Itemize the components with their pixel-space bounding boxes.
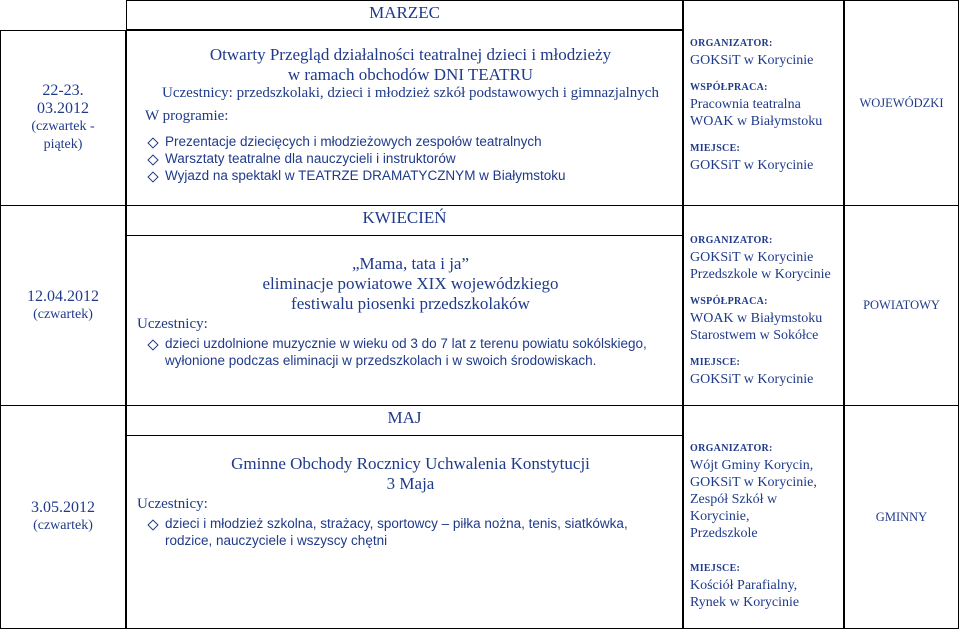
event-weekday: (czwartek - piątek) <box>31 119 95 152</box>
cooperation-item: Starostwem w Sokółce <box>690 328 819 343</box>
organizer-label: ORGANIZATOR: <box>690 235 773 246</box>
organizer-name: GOKSiT w Korycinie <box>690 250 814 265</box>
list-item: dzieci uzdolnione muzycznie w wieku od 3 do 7 lat z terenu powiatu sokólskiego, wyłonione podczas eliminacji w przedszkolach i w swoich środowiskach. <box>165 335 676 369</box>
list-item: dzieci i młodzież szkolna, strażacy, sportowcy – piłka nożna, tenis, siatkówka, rodzice, nauczyciele i wszyscy chętni <box>165 515 676 549</box>
cooperation-item: WOAK w Białymstoku <box>690 114 823 129</box>
month-header-april <box>126 206 683 236</box>
month-header-march <box>126 0 683 30</box>
month-label: KWIECIEŃ <box>362 208 447 227</box>
place-name: Rynek w Korycinie <box>690 595 800 610</box>
place-label: MIEJSCE: <box>690 563 741 574</box>
participants-list <box>145 515 676 549</box>
participants-text: Uczestnicy: przedszkolaki, dzieci i młodzież szkół podstawowych i gimnazjalnych <box>162 85 659 101</box>
event-title: Otwarty Przegląd działalności teatralnej dzieci i młodzieży <box>209 45 612 64</box>
organizer-name: Przedszkole w Korycinie <box>690 267 831 282</box>
place-name: Kościół Parafialny, <box>690 578 798 593</box>
month-label: MARZEC <box>369 3 440 22</box>
place-label: MIEJSCE: <box>690 357 741 368</box>
event-title: „Mama, tata i ja” <box>351 254 470 273</box>
participants-label: Uczestnicy: <box>137 316 208 332</box>
participants-list <box>145 335 676 369</box>
cooperation-label: WSPÓŁPRACA: <box>690 82 768 93</box>
cooperation-item: WOAK w Białymstoku <box>690 311 823 326</box>
place-name: GOKSiT w Korycinie <box>690 158 814 173</box>
organizer-name: Przedszkole <box>690 526 758 541</box>
organizer-label: ORGANIZATOR: <box>690 443 773 454</box>
level-cell <box>844 206 959 406</box>
organizer-cell <box>683 0 844 206</box>
program-list <box>145 133 676 184</box>
event-subtitle: w ramach obchodów DNI TEATRU <box>287 65 534 84</box>
month-header-may <box>126 406 683 436</box>
event-subtitle: eliminacje powiatowe XIX wojewódzkiego <box>262 274 559 293</box>
event-subtitle: 3 Maja <box>386 474 435 493</box>
event-subtitle: festiwalu piosenki przedszkolaków <box>291 294 530 313</box>
event-date: 22-23. 03.2012 <box>37 82 89 117</box>
organizer-cell <box>683 206 844 406</box>
event-date: 12.04.2012 <box>27 287 99 305</box>
event-description <box>126 236 683 406</box>
event-date: 3.05.2012 <box>31 499 95 516</box>
list-item: Prezentacje dziecięcych i młodzieżowych zespołów teatralnych <box>165 133 676 150</box>
event-weekday: (czwartek) <box>33 518 93 533</box>
list-item: Wyjazd na spektakl w TEATRZE DRAMATYCZNYM w Białymstoku <box>165 167 676 184</box>
organizer-name: Wójt Gminy Korycin, <box>690 458 814 473</box>
date-cell <box>0 206 126 406</box>
event-description <box>126 436 683 629</box>
event-level: GMINNY <box>875 509 928 524</box>
event-description <box>126 30 683 206</box>
month-label: MAJ <box>387 408 422 427</box>
event-title: Gminne Obchody Rocznicy Uchwalenia Konstytucji <box>231 454 590 473</box>
program-label: W programie: <box>145 108 229 124</box>
date-cell <box>0 406 126 629</box>
organizer-name: Korycinie, <box>690 509 750 524</box>
organizer-name: GOKSiT w Korycinie, <box>690 475 817 490</box>
place-name: GOKSiT w Korycinie <box>690 372 814 387</box>
place-label: MIEJSCE: <box>690 143 741 154</box>
organizer-name: Zespół Szkół w <box>690 492 778 507</box>
list-item: Warsztaty teatralne dla nauczycieli i instruktorów <box>165 150 676 167</box>
organizer-cell <box>683 406 844 629</box>
event-level: POWIATOWY <box>863 298 940 312</box>
level-cell <box>844 0 959 206</box>
event-weekday: (czwartek) <box>33 306 93 322</box>
participants-label: Uczestnicy: <box>137 496 208 512</box>
event-level: WOJEWÓDZKI <box>859 95 944 110</box>
cooperation-label: WSPÓŁPRACA: <box>690 296 768 307</box>
date-cell <box>0 30 126 206</box>
organizer-name: GOKSiT w Korycinie <box>690 53 814 68</box>
organizer-label: ORGANIZATOR: <box>690 38 773 49</box>
cooperation-item: Pracownia teatralna <box>690 97 801 112</box>
level-cell <box>844 406 959 629</box>
